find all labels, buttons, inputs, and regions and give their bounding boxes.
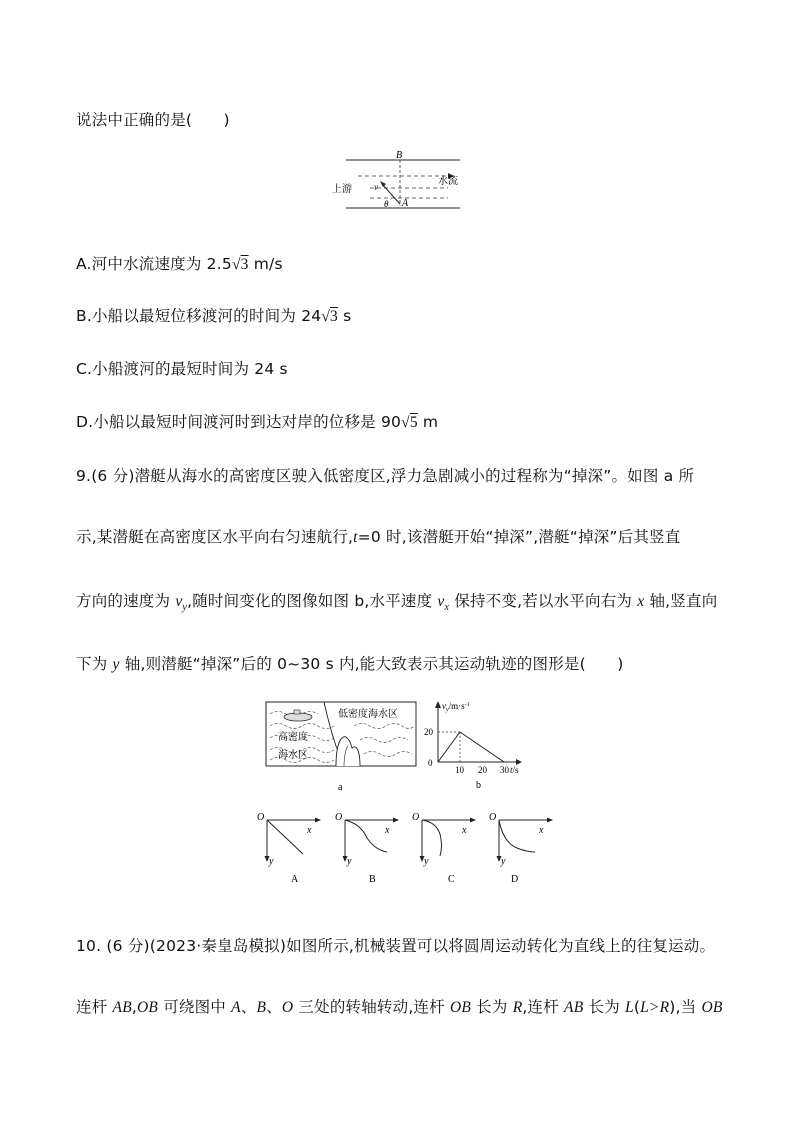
q9-choice-c-curve <box>422 820 442 856</box>
q8-label-b: B <box>396 150 403 161</box>
q9-choice-a-label: A <box>291 874 299 885</box>
q9-choice-c <box>410 808 480 886</box>
svg-text:O: O <box>489 812 497 823</box>
svg-text:O: O <box>257 812 265 823</box>
svg-text:O: O <box>335 812 343 823</box>
q9-line-2: 示,某潜艇在高密度区水平向右匀速航行,t=0 时,该潜艇开始“掉深”,潜艇“掉深”后其竖直 <box>76 528 681 546</box>
q8-label-flow: 水流 <box>438 176 458 187</box>
q8-option-c: C.小船渡河的最短时间为 24 s <box>76 360 288 378</box>
svg-text:O: O <box>412 812 420 823</box>
q9-fig-b-rise-line <box>438 732 460 762</box>
q9-fig-b-caption: b <box>476 780 481 791</box>
svg-text:y: y <box>424 856 429 867</box>
svg-text:y: y <box>269 856 274 867</box>
q9-fig-b-tick-10: 10 <box>455 765 464 775</box>
q9-choice-b-label: B <box>369 874 376 885</box>
q9-choice-d-curve <box>499 820 535 852</box>
q9-choice-a-curve <box>267 820 303 854</box>
q9-line-1: 9.(6 分)潜艇从海水的高密度区驶入低密度区,浮力急剧减小的过程称为“掉深”。如图 a 所 <box>76 467 695 485</box>
q9-choice-d-label: D <box>511 874 519 885</box>
q8-option-b: B.小船以最短位移渡河的时间为 24√3 s <box>76 307 352 325</box>
svg-text:x: x <box>539 825 544 836</box>
q9-fig-b-ylabel: $v_y/m\cdot s^{-1}$ <box>442 701 470 713</box>
svg-text:x: x <box>307 825 312 836</box>
q8-option-a: A.河中水流速度为 2.5√3 m/s <box>76 255 283 273</box>
q9-fig-a-caption: a <box>338 782 343 793</box>
q9-fig-b-tick-30: 30 <box>500 765 509 775</box>
q8-label-theta: θ <box>384 199 389 209</box>
svg-text:y: y <box>501 856 506 867</box>
q9-fig-a-high-density-1: 高密度 <box>278 732 308 743</box>
q9-figure-b <box>424 698 524 798</box>
q9-choice-c-label: C <box>448 874 455 885</box>
q9-choice-d <box>487 808 557 886</box>
q9-fig-b-fall-line <box>460 732 504 762</box>
q8-stem-tail: 说法中正确的是( ) <box>76 111 230 129</box>
q10-line-1: 10. (6 分)(2023·秦皇岛模拟)如图所示,机械装置可以将圆周运动转化为直线上的往复运动。 <box>76 937 716 955</box>
q9-fig-a-low-density: 低密度海水区 <box>338 709 398 720</box>
q9-fig-b-tick-20: 20 <box>424 727 433 737</box>
q8-label-a: A <box>402 198 409 209</box>
q8-label-v: v <box>374 182 378 192</box>
svg-text:x: x <box>385 825 390 836</box>
q9-line-3: 方向的速度为 $v_y$,随时间变化的图像如图 b,水平速度 $v_x$ 保持不变,若以水平向右为 x 轴,竖直向 <box>76 592 718 614</box>
q8-label-upstream: 上游 <box>332 184 352 195</box>
q9-line-4: 下为 y 轴,则潜艇“掉深”后的 0~30 s 内,能大致表示其运动轨迹的图形是( ) <box>76 655 624 673</box>
q10-line-2: 连杆 AB,OB 可绕图中 A、B、O 三处的转轴转动,连杆 OB 长为 R,连杆 AB 长为 L(L>R),当 OB <box>76 998 723 1016</box>
q9-fig-b-tick-20x: 20 <box>478 765 487 775</box>
svg-text:y: y <box>347 856 352 867</box>
q9-choice-b-curve <box>345 820 387 852</box>
q9-choice-b <box>333 808 403 886</box>
q9-choice-a <box>255 808 325 886</box>
q8-river-figure <box>330 148 470 216</box>
svg-text:x: x <box>462 825 467 836</box>
q9-figure-a <box>264 700 424 796</box>
q8-option-d: D.小船以最短时间渡河时到达对岸的位移是 90√5 m <box>76 413 439 431</box>
q9-fig-b-tick-0: 0 <box>428 758 433 768</box>
q9-fig-a-high-density-2: 海水区 <box>278 750 308 761</box>
q9-fig-b-xlabel: t/s <box>510 765 519 775</box>
